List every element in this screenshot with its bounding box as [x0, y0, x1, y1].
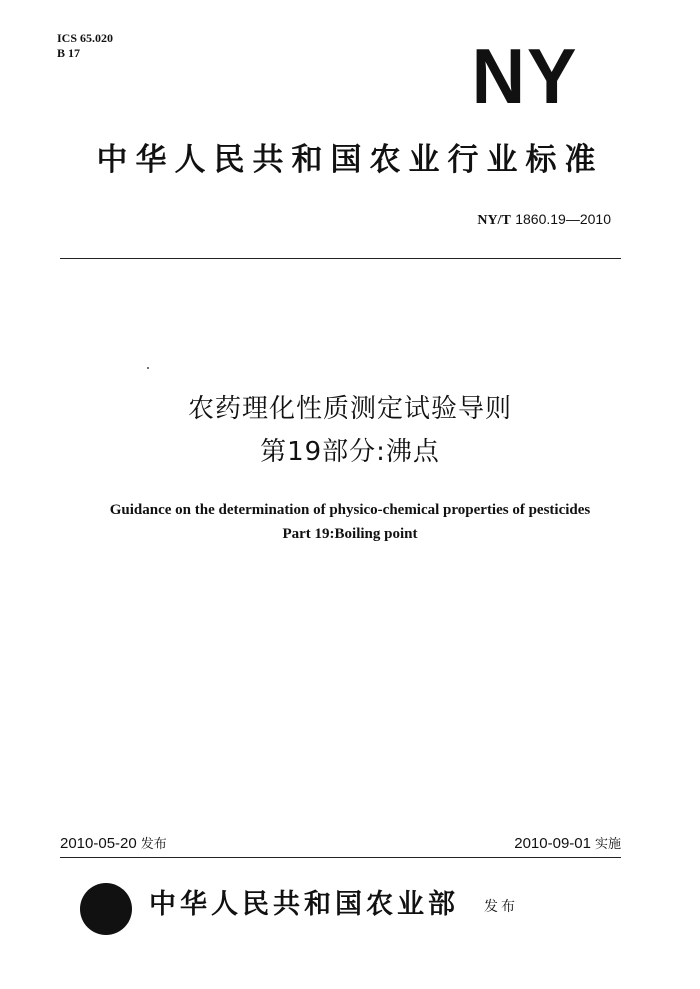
issue-date-block [60, 834, 167, 855]
ics-block [57, 31, 113, 61]
en-title-line1: Guidance on the determination of physico-chemical properties of pesticides [109, 502, 591, 518]
speck-mark [147, 367, 149, 369]
implement-date: 2010-09-01 [514, 835, 591, 852]
issue-label: 发布 [140, 837, 167, 852]
standard-title: 中华人民共和国农业行业标准 [96, 142, 604, 178]
standard-code-number: 1860.19—2010 [515, 211, 611, 227]
standard-code-prefix: NY/T [477, 213, 511, 228]
ministry-emblem-icon [80, 883, 132, 935]
en-title-line2: Part 19:Boiling point [282, 526, 418, 542]
implement-label: 实施 [594, 837, 621, 852]
cn-title-line2: 第19部分:沸点 [260, 437, 440, 467]
ics-code: ICS 65.020 [57, 31, 114, 45]
top-divider [60, 258, 621, 259]
publish-label: 发布 [484, 899, 518, 915]
ministry-name: 中华人民共和国农业部 [149, 889, 459, 920]
bottom-divider [60, 857, 621, 858]
ny-logo: NY [471, 32, 578, 120]
cn-title-line1: 农药理化性质测定试验导则 [187, 394, 512, 424]
standard-code [477, 210, 611, 230]
implement-date-block [514, 834, 621, 855]
category-code: B 17 [57, 46, 81, 60]
issue-date: 2010-05-20 [60, 835, 137, 852]
